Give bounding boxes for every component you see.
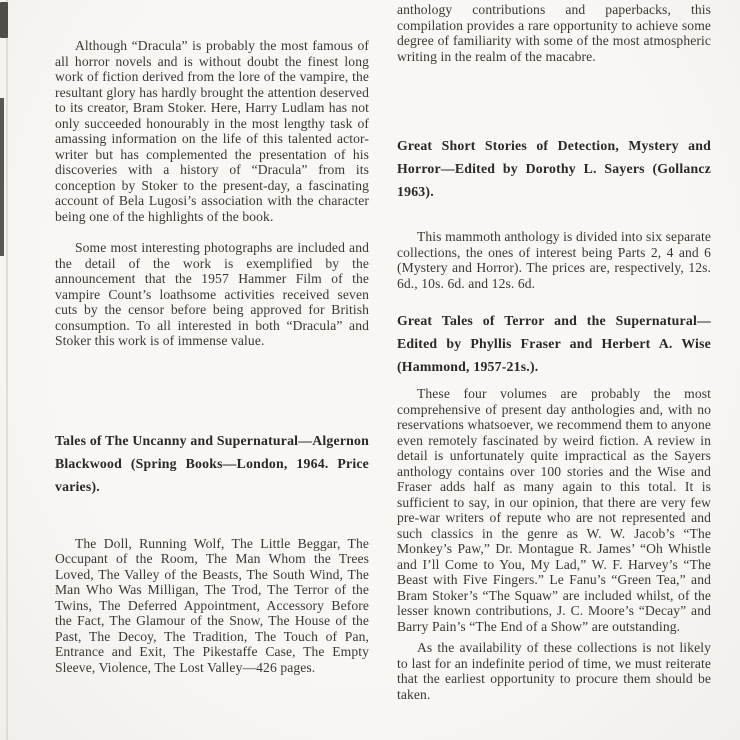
left-column [55, 38, 369, 675]
paragraph-four-volumes-review: These four volumes are probably the most comprehensive of present day anthologies and, with no reservations whatsoever, we recommend them to anyone even remotely fascinated by weird fiction. A review in detail is unfortunately quite impractical as the Sayers anthology contains over 100 stories and the Wise and Fraser adds half as many again to this total. It is sufficient to say, in our opinion, that there are very few pre-war writers of repute who are not represented and such classics in the genre as W. W. Jacob’s “The Monkey’s Paw,” Dr. Montague R. James’ “Oh Whistle and I’ll Come to You, My Lad,” W. F. Harvey’s “The Beast with Five Fingers.” Le Fanu’s “Green Tea,” and Bram Stoker’s “The Squaw” are included whilst, of the lesser known contributions, J. C. Moore’s “Decay” and Barry Pain’s “The End of a Show” are outstanding. [397, 386, 711, 634]
paragraph-continued-anthology: anthology contributions and paperbacks, this compilation provides a rare opportunity to achieve some degree of familiarity with some of the most atmospheric writing in the realm of the macabre. [397, 2, 711, 64]
heading-great-tales-of-terror: Great Tales of Terror and the Supernatural—Edited by Phyllis Fraser and Herbert A. Wise (Hammond, 1957-21s.). [397, 313, 711, 374]
paragraph-mammoth-anthology: This mammoth anthology is divided into six separate collections, the ones of interest being Parts 2, 4 and 6 (Mystery and Horror). The prices are, respectively, 12s. 6d., 10s. 6d. and 12s. 6d. [397, 229, 711, 291]
scan-artifact-mid-mark [0, 98, 4, 256]
heading-tales-of-the-uncanny: Tales of The Uncanny and Supernatural—Algernon Blackwood (Spring Books—London, 1964. Price varies). [55, 432, 369, 494]
scan-artifact-gutter-line [6, 0, 8, 740]
right-column [397, 2, 711, 702]
heading-great-short-stories: Great Short Stories of Detection, Mystery and Horror—Edited by Dorothy L. Sayers (Gollancz 1963). [397, 138, 711, 199]
scan-artifact-top-mark [0, 2, 8, 38]
paragraph-photographs: Some most interesting photographs are included and the detail of the work is exemplified by the announcement that the 1957 Hammer Film of the vampire Count’s loathsome activities received seven cuts by the censor before being approved for British consumption. To all interested in both “Dracula” and Stoker this work is of immense value. [55, 240, 369, 348]
paragraph-dracula-review: Although “Dracula” is probably the most famous of all horror novels and is without doubt the finest long work of fiction derived from the lore of the vampire, the resultant glory has hardly brought the attention deserved to its creator, Bram Stoker. Here, Harry Ludlam has not only succeeded honourably in the most lengthy task of amassing information on the life of this talented actor-writer but has complemented the presentation of his discoveries with a history of “Dracula” from its conception by Stoker to the present-day, a fascinating account of Bela Lugosi’s association with the character being one of the highlights of the book. [55, 38, 369, 224]
paragraph-blackwood-contents: The Doll, Running Wolf, The Little Beggar, The Occupant of the Room, The Man Whom the Trees Loved, The Valley of the Beasts, The South Wind, The Man Who Was Milligan, The Trod, The Terror of the Twins, The Deferred Appointment, Accessory Before the Fact, The Glamour of the Snow, The House of the Past, The Decoy, The Tradition, The Touch of Pan, Entrance and Exit, The Pikestaffe Case, The Empty Sleeve, Violence, The Lost Valley—426 pages. [55, 535, 369, 675]
paragraph-availability-note: As the availability of these collections is not likely to last for an indefinite period of time, we must reiterate that the earliest opportunity to procure them should be taken. [397, 640, 711, 702]
